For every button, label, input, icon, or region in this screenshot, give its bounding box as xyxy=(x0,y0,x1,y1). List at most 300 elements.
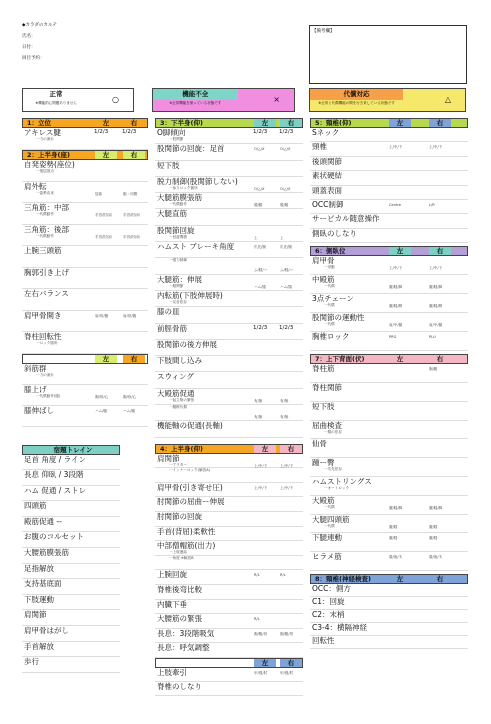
list-item[interactable] xyxy=(22,268,148,290)
item-name: 上腕回旋 xyxy=(157,570,187,580)
section-header xyxy=(22,150,148,160)
item-name: 短下肢 xyxy=(312,401,335,411)
date-field[interactable]: 日付： xyxy=(22,45,36,50)
left-label: 左 xyxy=(254,119,276,127)
list-item[interactable] xyxy=(310,610,468,623)
training-item[interactable] xyxy=(22,470,120,486)
item-sub: 一オートロック xyxy=(324,485,350,490)
list-item[interactable] xyxy=(310,623,468,636)
item-name: 屈曲検査 xyxy=(312,420,342,430)
section-title: 5：頸椎(仰) xyxy=(315,119,352,127)
list-item[interactable] xyxy=(155,307,303,323)
list-item[interactable] xyxy=(22,385,148,406)
item-value[interactable]: 1/2/3 xyxy=(94,129,109,135)
item-option[interactable]: ハム/膝 xyxy=(254,284,266,289)
header xyxy=(22,20,57,64)
left-label: 左 xyxy=(389,575,411,583)
item-sub: 一強力制御 xyxy=(169,258,187,263)
training-label: 肩甲骨はがし xyxy=(24,626,69,636)
item-name: 肩外転 xyxy=(24,181,47,191)
item-option[interactable]: 爪先/腿 xyxy=(254,245,266,250)
list-item[interactable] xyxy=(155,389,303,405)
item-option[interactable]: Centre xyxy=(389,202,402,207)
item-name: 三角筋：後部 xyxy=(24,224,69,234)
item-name: 大腿筋：伸展 xyxy=(157,274,202,284)
list-item[interactable] xyxy=(22,289,148,311)
item-name: スウィング xyxy=(157,372,194,382)
list-item[interactable] xyxy=(155,356,303,372)
list-item[interactable] xyxy=(310,496,468,515)
item-option[interactable]: 肩/中/腰 xyxy=(429,323,443,328)
item-name: 長息：3段階吸気 xyxy=(157,628,215,638)
item-sub: 一代償 xyxy=(324,322,335,327)
item-sub: 一代償動作 xyxy=(36,233,54,238)
list-item[interactable] xyxy=(310,313,468,332)
item-option[interactable]: 上/中/下 xyxy=(389,266,403,271)
left-label: 左 xyxy=(389,355,411,363)
section-header: 宿題トレイン xyxy=(22,445,120,455)
list-item[interactable] xyxy=(22,311,148,333)
item-value[interactable]: 1/2/3 xyxy=(253,324,268,331)
item-sub: 一爪先依存 xyxy=(324,467,342,472)
list-item[interactable] xyxy=(155,372,303,388)
item-sub: 一角度 ※解放B xyxy=(169,555,194,560)
item-value[interactable]: 1/2/3 xyxy=(279,324,294,331)
item-option[interactable]: 膝/腰 xyxy=(280,203,289,208)
item-option[interactable]: 膝/腰 xyxy=(254,203,263,208)
training-item[interactable] xyxy=(22,657,120,673)
column-1 xyxy=(22,118,148,673)
item-name: 上肢牽引 xyxy=(157,667,187,677)
list-item[interactable] xyxy=(155,600,303,615)
item-option[interactable]: ハム/腰 xyxy=(95,408,107,413)
item-name: 大腿四頭筋 xyxy=(312,514,350,524)
training-label: 肩関節 xyxy=(24,610,47,620)
list-item[interactable] xyxy=(155,454,303,469)
item-name: 脊柱関節 xyxy=(312,382,342,392)
item-option[interactable]: R/L xyxy=(280,573,286,578)
item-name: Sネック xyxy=(312,128,340,137)
item-name: 後頭関節 xyxy=(312,156,342,166)
item-sub: 一代償動作(膝) xyxy=(36,393,61,398)
list-item[interactable] xyxy=(310,439,468,458)
item-option[interactable]: 肩/骨/腰 xyxy=(123,313,137,318)
list-item[interactable] xyxy=(155,128,303,144)
item-value[interactable]: 1/2/3 xyxy=(122,129,137,135)
list-item[interactable] xyxy=(22,246,148,268)
item-option[interactable]: 腰/膝/脚 xyxy=(429,505,443,510)
item-option[interactable]: 腰/膝/脚 xyxy=(389,505,403,510)
item-option[interactable]: 上/中/下 xyxy=(254,463,268,468)
item-option[interactable]: 腰/膝 xyxy=(389,536,398,541)
item-option[interactable]: 腰/膝/脚 xyxy=(429,304,443,309)
list-item[interactable] xyxy=(155,570,303,585)
list-item[interactable] xyxy=(310,332,468,351)
training-item[interactable] xyxy=(22,517,120,533)
training-label: ハム 促通 / ストレ xyxy=(24,485,87,495)
item-option[interactable]: 爪先/腿 xyxy=(280,245,292,250)
section-header xyxy=(310,574,468,584)
item-option[interactable]: 屈曲 xyxy=(95,191,103,196)
list-item[interactable] xyxy=(155,629,303,644)
training-item[interactable] xyxy=(22,548,120,564)
item-option[interactable]: 甲/強/肘 xyxy=(280,670,294,675)
section-header xyxy=(310,246,468,256)
memo-label: 【備考欄】 xyxy=(312,29,335,34)
list-item[interactable] xyxy=(155,614,303,629)
item-name: 股関節の後方伸展 xyxy=(157,339,217,349)
legend-sub: ※機能的に問題ありません xyxy=(35,101,77,105)
item-option[interactable]: 上/中/下 xyxy=(280,463,294,468)
item-option[interactable]: 手首/肘/肩 xyxy=(123,234,140,239)
list-item[interactable] xyxy=(155,541,303,556)
list-item[interactable] xyxy=(310,421,468,440)
item-sub: 一腰椎代償 xyxy=(169,405,187,410)
item-option[interactable]: 手首/肘/肩 xyxy=(123,213,140,217)
list-item[interactable] xyxy=(155,209,303,225)
item-option[interactable]: 有/無 xyxy=(280,398,289,403)
list-item[interactable] xyxy=(22,160,148,182)
item-name: 股関節の回旋：足首 xyxy=(157,144,225,154)
training-label: 歩行 xyxy=(24,657,39,667)
item-name: 素状硬結 xyxy=(312,171,342,181)
item-option[interactable]: 有/無 xyxy=(254,415,263,420)
right-label: 右 xyxy=(280,659,302,667)
list-item[interactable] xyxy=(155,468,303,483)
item-option[interactable]: O/△/X xyxy=(280,186,291,191)
item-option[interactable]: R/L xyxy=(254,617,260,622)
item-option[interactable]: 腰/膝 xyxy=(429,536,438,541)
item-option[interactable]: 胸/腹/骨 xyxy=(254,631,268,636)
item-option[interactable]: 肩/中/腰 xyxy=(389,323,403,328)
item-option[interactable]: 膝/後/木 xyxy=(389,555,403,560)
item-option[interactable]: 腰/膝/脚 xyxy=(429,285,443,290)
item-value[interactable]: 1/2/3 xyxy=(279,129,294,135)
item-sub: 一代償動作 xyxy=(169,202,187,207)
list-item[interactable] xyxy=(155,682,303,696)
list-item[interactable] xyxy=(310,229,468,243)
list-item[interactable] xyxy=(310,294,468,313)
training-label: 大腰筋膜張筋 xyxy=(24,548,69,558)
list-item[interactable] xyxy=(310,584,468,597)
item-sub: 一代償 xyxy=(324,523,335,528)
item-sub: 一後屈頂点 xyxy=(36,169,54,173)
list-item[interactable] xyxy=(155,291,303,307)
list-item[interactable] xyxy=(155,585,303,600)
list-item[interactable] xyxy=(155,324,303,340)
list-item[interactable] xyxy=(310,533,468,552)
list-item[interactable] xyxy=(155,512,303,527)
list-item[interactable] xyxy=(155,193,303,209)
section-header xyxy=(22,118,148,128)
left-label: 左 xyxy=(95,151,117,159)
section-title: 3：下半身(仰) xyxy=(160,119,203,127)
training-label: お腹のコルセット xyxy=(24,532,84,542)
list-item[interactable] xyxy=(22,128,148,150)
section-title: 6：側臥位 xyxy=(315,247,346,256)
list-item[interactable] xyxy=(310,552,468,571)
list-item[interactable] xyxy=(310,364,468,383)
training-item[interactable] xyxy=(22,532,120,548)
legend-mark: × xyxy=(273,95,280,104)
item-name: 肩甲骨(引き寄せ圧) xyxy=(157,482,223,492)
training-label: 長息 仰臥 / 3段階 xyxy=(24,470,84,480)
item-option[interactable]: R/L xyxy=(254,573,260,578)
list-item[interactable] xyxy=(22,406,148,427)
item-sub: 一代償 xyxy=(324,284,335,289)
legend-mark: △ xyxy=(444,95,451,104)
item-option[interactable]: 上/中/下 xyxy=(389,145,403,150)
list-item[interactable] xyxy=(155,275,303,291)
item-name: C2：末梢 xyxy=(312,609,345,619)
item-option[interactable]: 手首/肘/肩 xyxy=(95,234,112,239)
right-label: 右 xyxy=(123,151,145,159)
list-item[interactable] xyxy=(310,142,468,156)
item-sub: 一足首依存 xyxy=(169,299,187,304)
training-label: 殿筋促通 -- xyxy=(24,516,62,526)
legend-title: 機能不全 xyxy=(153,89,238,100)
item-option[interactable]: ハム/腰 xyxy=(123,408,135,413)
item-option[interactable]: 上 xyxy=(254,235,258,240)
item-name: 脊椎のしなり xyxy=(157,681,202,691)
item-name: 膝の皿 xyxy=(157,307,180,317)
list-item[interactable] xyxy=(155,483,303,498)
item-name: 肩甲骨 xyxy=(312,256,335,266)
item-name: 長息：呼気調整 xyxy=(157,643,210,653)
list-item[interactable] xyxy=(310,200,468,214)
item-option[interactable]: 甲/強/肘 xyxy=(254,670,268,675)
list-item[interactable] xyxy=(155,242,303,258)
item-name: アキレス腱 xyxy=(24,128,61,137)
item-option[interactable]: 腰/膝 xyxy=(429,524,438,529)
list-item[interactable] xyxy=(155,144,303,160)
item-option[interactable]: ハム/膝 xyxy=(280,284,292,289)
list-item[interactable] xyxy=(155,527,303,542)
list-item[interactable] xyxy=(310,383,468,402)
section-title: 7：上下背面(伏) xyxy=(315,355,365,364)
list-item[interactable] xyxy=(155,497,303,512)
item-name: OCC制御 xyxy=(312,199,344,209)
item-name: 大殿筋 xyxy=(312,495,335,505)
legend-2 xyxy=(309,88,466,112)
item-sub: 一膝関節 xyxy=(169,283,184,288)
item-name: ハムスト ブレーキ角度 xyxy=(157,242,235,252)
item-name: C1：回旋 xyxy=(312,596,345,606)
training-label: 手首解放 xyxy=(24,641,54,651)
item-option[interactable]: 腰/膝 xyxy=(389,524,398,529)
right-label: 右 xyxy=(130,119,138,127)
list-item[interactable] xyxy=(155,643,303,658)
item-name: 側臥のしなり xyxy=(312,228,357,238)
item-option[interactable]: 上 xyxy=(280,235,284,240)
list-item[interactable] xyxy=(310,515,468,534)
memo-box[interactable] xyxy=(309,25,467,84)
item-option[interactable]: PLU xyxy=(429,335,436,340)
chart-title: ◆カラダのカルテ xyxy=(22,23,57,28)
item-option[interactable]: 胸/腰 xyxy=(429,367,438,372)
item-sub: 一膝の依存 xyxy=(324,429,342,434)
training-label: 足首 角度 / ライン xyxy=(24,454,86,464)
item-sub: 一上肢連結 xyxy=(169,550,187,555)
item-option[interactable]: 腰/膝/脚 xyxy=(389,285,403,290)
training-item[interactable] xyxy=(22,579,120,595)
item-option[interactable]: 脳・同側 xyxy=(123,191,138,196)
legend-1 xyxy=(152,88,295,112)
right-label: 右 xyxy=(429,247,451,255)
list-item[interactable] xyxy=(310,128,468,142)
item-option[interactable]: PRG xyxy=(389,335,397,340)
item-option[interactable]: 膝/後/木 xyxy=(429,555,443,560)
list-item[interactable] xyxy=(310,157,468,171)
list-item[interactable] xyxy=(310,402,468,421)
list-item[interactable] xyxy=(155,258,303,274)
section-title: 1：立位 xyxy=(27,119,52,127)
item-option[interactable]: 胸/骨/心 xyxy=(123,394,137,399)
list-item[interactable] xyxy=(155,161,303,177)
right-label: 右 xyxy=(429,575,451,583)
list-item[interactable] xyxy=(22,225,148,247)
spacer xyxy=(22,427,148,445)
section-header xyxy=(155,118,303,128)
item-option[interactable]: 有/無 xyxy=(280,415,289,420)
item-sub: 一代償 xyxy=(324,504,335,509)
list-item[interactable] xyxy=(310,458,468,477)
subheader xyxy=(155,658,303,668)
training-label: 四頭筋 xyxy=(24,501,47,511)
item-name: 下腿連動 xyxy=(312,533,342,543)
section-header xyxy=(310,118,468,128)
item-name: 短下肢 xyxy=(157,160,180,170)
item-option[interactable]: 上/中/下 xyxy=(254,485,268,490)
item-option[interactable]: 胸/腹/骨 xyxy=(280,631,294,636)
training-item[interactable] xyxy=(22,564,120,580)
list-item[interactable] xyxy=(310,597,468,610)
list-item[interactable] xyxy=(310,256,468,275)
item-option[interactable]: L/R xyxy=(429,202,435,207)
item-name: 脊椎後弯比較 xyxy=(157,584,202,594)
item-name: 胸郭引き上げ xyxy=(24,267,69,277)
item-option[interactable]: 上/中/下 xyxy=(429,266,443,271)
item-name: 踵ー臀 xyxy=(312,458,335,468)
item-option[interactable]: ふ/膝/ハ xyxy=(254,268,268,273)
item-name: 膝伸ばし xyxy=(24,405,54,415)
item-option[interactable]: 上/中/下 xyxy=(280,485,294,490)
item-name: 自発姿勢(座位) xyxy=(24,160,75,169)
list-item[interactable] xyxy=(22,364,148,385)
list-item[interactable] xyxy=(310,214,468,228)
list-item[interactable] xyxy=(155,177,303,193)
left-label: 左 xyxy=(254,445,276,453)
item-option[interactable]: O/△/X xyxy=(254,147,265,152)
training-item[interactable] xyxy=(22,455,120,471)
item-name: 前脛骨筋 xyxy=(157,323,187,333)
column-2 xyxy=(155,118,303,696)
item-name: 内臓下垂 xyxy=(157,599,187,609)
item-name: 左右バランス xyxy=(24,289,69,298)
training-item[interactable] xyxy=(22,642,120,658)
list-item[interactable] xyxy=(310,171,468,185)
item-name: 膝上げ xyxy=(24,384,47,394)
item-name: 胸椎ロック xyxy=(312,332,350,342)
left-label: 左 xyxy=(389,247,411,255)
item-name: ヒラメ筋 xyxy=(312,552,342,562)
list-item[interactable] xyxy=(310,275,468,294)
list-item[interactable] xyxy=(310,477,468,496)
name-field[interactable]: 氏名： xyxy=(22,34,36,39)
item-name: 股関節の運動性 xyxy=(312,313,365,323)
list-item[interactable] xyxy=(310,186,468,200)
item-name: 股関節回旋 xyxy=(157,225,195,235)
training-label: 下肢運動 xyxy=(24,594,54,604)
item-sub: 一姿勢由来 xyxy=(36,190,54,195)
list-item[interactable] xyxy=(155,668,303,682)
item-name: 内転筋(下肢伸展時) xyxy=(157,290,223,300)
training-item[interactable] xyxy=(22,486,120,502)
item-sub: 一股関節 xyxy=(169,137,184,141)
training-item[interactable] xyxy=(22,595,120,611)
list-item[interactable] xyxy=(155,405,303,421)
item-option[interactable]: 有/無 xyxy=(254,398,263,403)
list-item[interactable] xyxy=(22,182,148,204)
left-label: 左 xyxy=(254,659,276,667)
list-item[interactable] xyxy=(22,203,148,225)
item-option[interactable]: 腰/膝/脚 xyxy=(389,304,403,309)
item-sub: 一力の流れ xyxy=(36,372,54,377)
column-3 xyxy=(310,118,468,649)
item-option[interactable]: ふ/膝/ハ xyxy=(280,268,294,273)
section-title: 4：上半身(仰) xyxy=(160,444,203,453)
item-name: 大腿筋膜張筋 xyxy=(157,193,202,203)
training-item[interactable] xyxy=(22,610,120,626)
item-option[interactable]: 肩/骨/腰 xyxy=(95,313,109,318)
legend-title: 正常 xyxy=(23,89,89,100)
item-name: ハムストリングス xyxy=(312,476,372,486)
item-name: 三角筋：中部 xyxy=(24,203,69,212)
item-option[interactable]: 上/中/下 xyxy=(429,145,443,150)
round-field[interactable]: 回目予約： xyxy=(22,56,45,61)
item-name: 中部僧帽筋(出力) xyxy=(157,541,216,551)
item-sub: 一回旋関節 xyxy=(169,234,187,239)
item-name: 脊柱回転性 xyxy=(24,332,62,341)
item-name: OCC：側方 xyxy=(312,583,351,593)
item-sub: 一代償 xyxy=(324,303,335,308)
training-item[interactable] xyxy=(22,501,120,517)
list-item[interactable] xyxy=(310,636,468,649)
item-option[interactable]: 胸/骨/心 xyxy=(95,394,109,399)
section-title: 8：頸椎(神経検査) xyxy=(315,574,371,583)
item-option[interactable]: 手首/肘/肩 xyxy=(95,213,112,217)
item-name: 大殿筋促通 xyxy=(157,388,195,398)
item-sub: 一力の流れ xyxy=(36,137,54,141)
item-name: 下肢間し込み xyxy=(157,356,202,366)
list-item[interactable] xyxy=(155,226,303,242)
list-item[interactable] xyxy=(22,332,148,354)
item-value[interactable]: 1/2/3 xyxy=(253,129,268,135)
list-item[interactable] xyxy=(155,340,303,356)
item-option[interactable]: O/△/X xyxy=(254,186,265,191)
item-name: 3点チェーン xyxy=(312,294,354,304)
item-option[interactable]: O/△/X xyxy=(280,147,291,152)
training-item[interactable] xyxy=(22,626,120,642)
item-sub: 一参りロック箇所 xyxy=(169,185,198,190)
item-sub: 一挙動 xyxy=(324,265,335,270)
list-item[interactable] xyxy=(155,421,303,437)
item-name: 脱力制御(股関節しない) xyxy=(157,176,238,186)
item-sub: 一代償動作 xyxy=(36,212,54,216)
item-name: 大腿直筋 xyxy=(157,209,187,219)
list-item[interactable] xyxy=(155,556,303,571)
item-name: 頸椎 xyxy=(312,142,327,152)
